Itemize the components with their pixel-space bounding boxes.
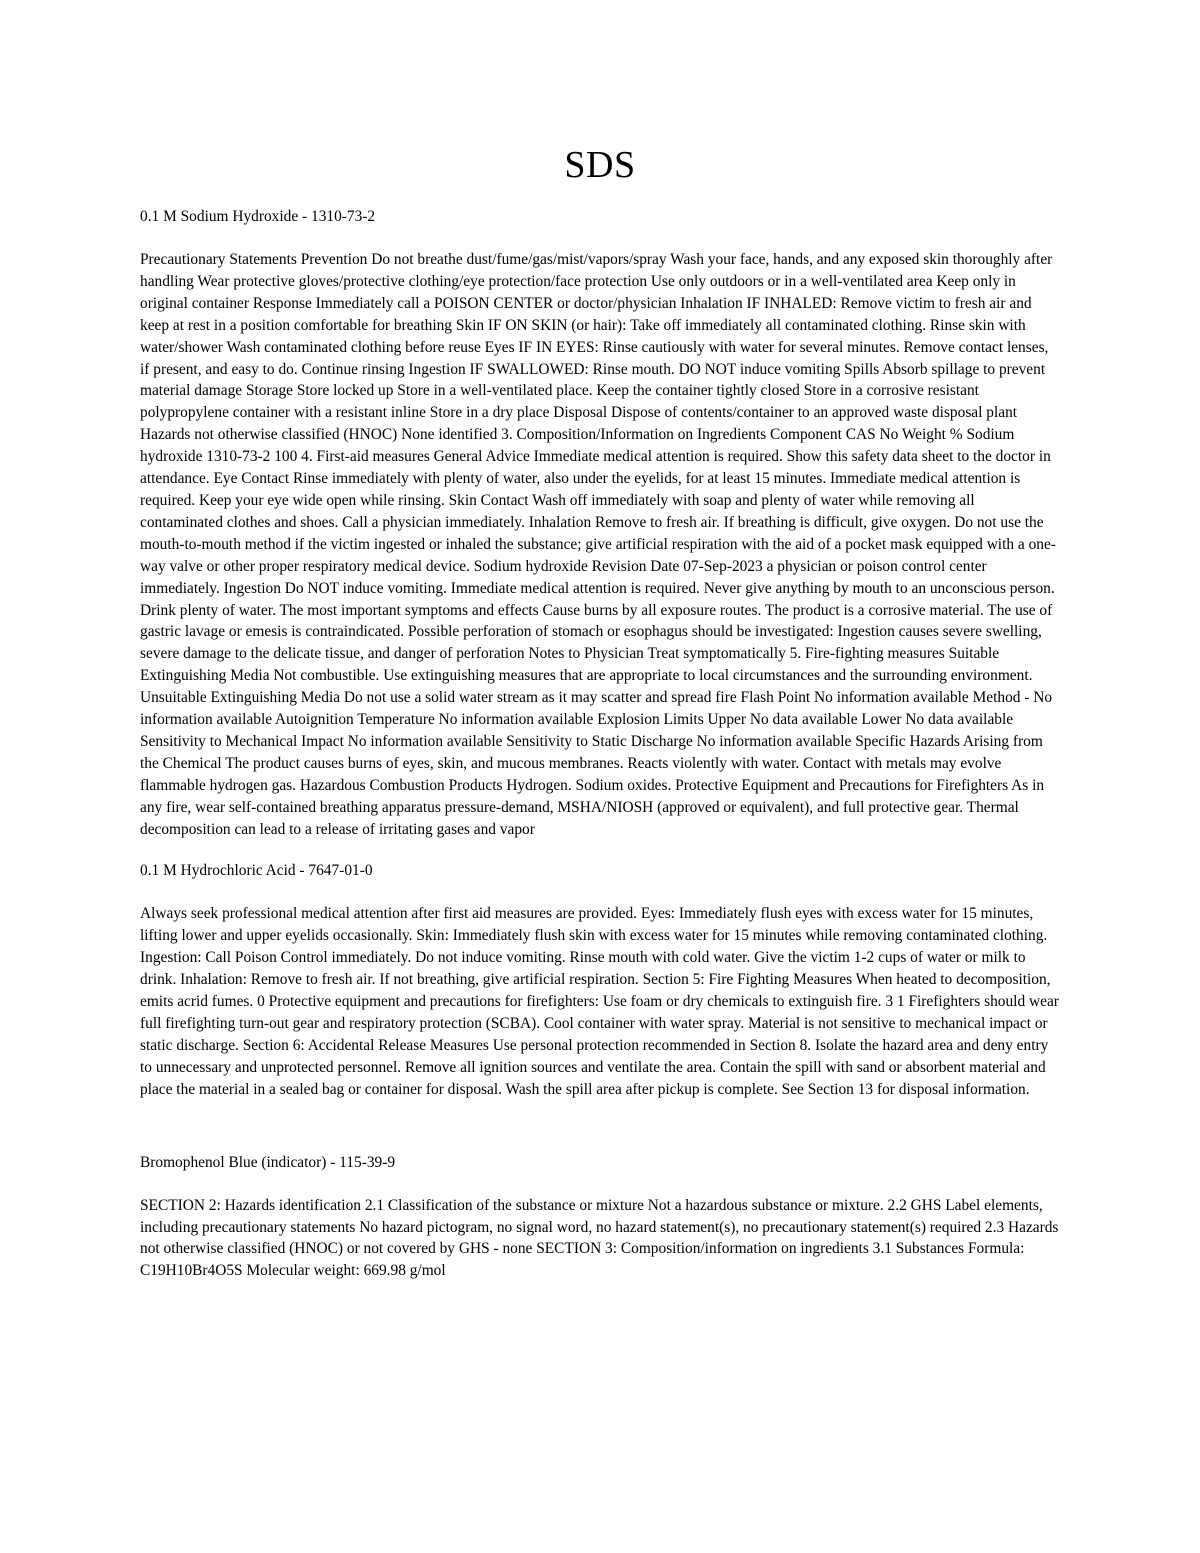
section-body: Always seek professional medical attention after first aid measures are provided. Eyes: Immediately flush eyes with excess water for 15 minutes, lifting lower and upper eyelids occasionally. Skin: Immediately flush skin with excess water for 15 minutes while removing contaminated clothing. Ingestion: Call Poison Control immediately. Do not induce vomiting. Rinse mouth with cold water. Give the victim 1-2 cups of water or milk to drink. Inhalation: Remove to fresh air. If not breathing, give artificial respiration. Section 5: Fire Fighting Measures When heated to decomposition, emits acrid fumes. 0 Protective equipment and precautions for firefighters: Use foam or dry chemicals to extinguish fire. 3 1 Firefighters should wear full firefighting turn-out gear and respiratory protection (SCBA). Cool container with water spray. Material is not sensitive to mechanical impact or static discharge. Section 6: Accidental Release Measures Use personal protection recommended in Section 8. Isolate the hazard area and deny entry to unnecessary and unprotected personnel. Remove all ignition sources and ventilate the area. Contain the spill with sand or absorbent material and place the material in a sealed bag or container for disposal. Wash the spill area after pickup is complete. See Section 13 for disposal information. bbox=[140, 905, 1059, 1098]
section-bromophenol-blue bbox=[140, 1152, 1060, 1283]
section-body: Precautionary Statements Prevention Do not breathe dust/fume/gas/mist/vapors/spray Wash your face, hands, and any exposed skin thoroughly after handling Wear protective gloves/protective clothing/eye protection/face protection Use only outdoors or in a well-ventilated area Keep only in original container Response Immediately call a POISON CENTER or doctor/physician Inhalation IF INHALED: Remove victim to fresh air and keep at rest in a position comfortable for breathing Skin IF ON SKIN (or hair): Take off immediately all contaminated clothing. Rinse skin with water/shower Wash contaminated clothing before reuse Eyes IF IN EYES: Rinse cautiously with water for several minutes. Remove contact lenses, if present, and easy to do. Continue rinsing Ingestion IF SWALLOWED: Rinse mouth. DO NOT induce vomiting Spills Absorb spillage to prevent material damage Storage Store locked up Store in a well-ventilated place. Keep the container tightly closed Store in a corrosive resistant polypropylene container with a resistant inline Store in a dry place Disposal Dispose of contents/container to an approved waste disposal plant Hazards not otherwise classified (HNOC) None identified 3. Composition/Information on Ingredients Component CAS No Weight % Sodium hydroxide 1310-73-2 100 4. First-aid measures General Advice Immediate medical attention is required. Show this safety data sheet to the doctor in attendance. Eye Contact Rinse immediately with plenty of water, also under the eyelids, for at least 15 minutes. Immediate medical attention is required. Keep your eye wide open while rinsing. Skin Contact Wash off immediately with soap and plenty of water while removing all contaminated clothes and shoes. Call a physician immediately. Inhalation Remove to fresh air. If breathing is difficult, give oxygen. Do not use the mouth-to-mouth method if the victim ingested or inhaled the substance; give artificial respiration with the aid of a pocket mask equipped with a one-way valve or other proper respiratory medical device. Sodium hydroxide Revision Date 07-Sep-2023 a physician or poison control center immediately. Ingestion Do NOT induce vomiting. Immediate medical attention is required. Never give anything by mouth to an unconscious person. Drink plenty of water. The most important symptoms and effects Cause burns by all exposure routes. The product is a corrosive material. The use of gastric lavage or emesis is contraindicated. Possible perforation of stomach or esophagus should be investigated: Ingestion causes severe swelling, severe damage to the delicate tissue, and danger of perforation Notes to Physician Treat symptomatically 5. Fire-fighting measures Suitable Extinguishing Media Not combustible. Use extinguishing measures that are appropriate to local circumstances and the surrounding environment. Unsuitable Extinguishing Media Do not use a solid water stream as it may scatter and spread fire Flash Point No information available Method - No information available Autoignition Temperature No information available Explosion Limits Upper No data available Lower No data available Sensitivity to Mechanical Impact No information available Sensitivity to Static Discharge No information available Specific Hazards Arising from the Chemical The product causes burns of eyes, skin, and mucous membranes. Reacts violently with water. Contact with metals may evolve flammable hydrogen gas. Hazardous Combustion Products Hydrogen. Sodium oxides. Protective Equipment and Precautions for Firefighters As in any fire, wear self-contained breathing apparatus pressure-demand, MSHA/NIOSH (approved or equivalent), and full protective gear. Thermal decomposition can lead to a release of irritating gases and vapor bbox=[140, 251, 1056, 838]
document-page bbox=[140, 0, 1060, 1282]
section-sodium-hydroxide bbox=[140, 206, 1060, 840]
section-heading: Bromophenol Blue (indicator) - 115-39-9 bbox=[140, 1153, 396, 1171]
section-heading: 0.1 M Hydrochloric Acid - 7647-01-0 bbox=[140, 862, 373, 880]
section-hydrochloric-acid bbox=[140, 860, 1060, 1100]
document-title: SDS bbox=[564, 144, 636, 186]
section-body: SECTION 2: Hazards identification 2.1 Classification of the substance or mixture Not a hazardous substance or mixture. 2.2 GHS Label elements, including precautionary statements No hazard pictogram, no signal word, no hazard statement(s), no precautionary statement(s) required 2.3 Hazards not otherwise classified (HNOC) or not covered by GHS - none SECTION 3: Composition/information on ingredients 3.1 Substances Formula: C19H10Br4O5S Molecular weight: 669.98 g/mol bbox=[140, 1196, 1059, 1280]
section-heading: 0.1 M Sodium Hydroxide - 1310-73-2 bbox=[140, 208, 376, 225]
